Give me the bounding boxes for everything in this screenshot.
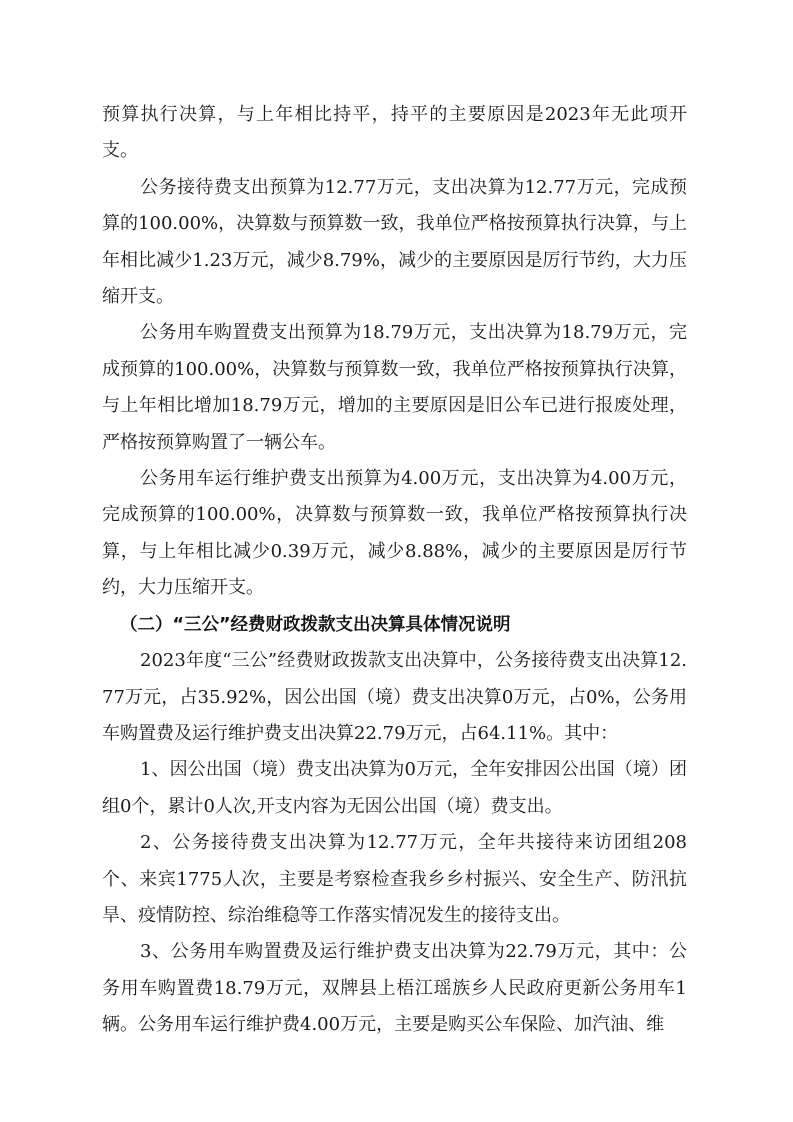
paragraph-reception-detail: 2、公务接待费支出决算为12.77万元，全年共接待来访团组208个、来宾1775人次，主要是考察检查我乡乡村振兴、安全生产、防汛抗旱、疫情防控、综治维稳等工作落实情况发生的接待支出。 — [102, 832, 687, 926]
paragraph-vehicle-purchase: 公务用车购置费支出预算为18.79万元，支出决算为18.79万元，完成预算的100.00%，决算数与预算数一致，我单位严格按预算执行决算，与上年相比增加18.79万元，增加的主要原因是旧公车已进行报废处理，严格按预算购置了一辆公车。 — [102, 322, 687, 453]
paragraph-summary: 2023年度“三公”经费财政拨款支出决算中，公务接待费支出决算12.77万元，占35.92%，因公出国（境）费支出决算0万元，占0%，公务用车购置费及运行维护费支出决算22.79万元，占64.11%。其中： — [102, 650, 687, 744]
paragraph-vehicle-maintenance: 公务用车运行维护费支出预算为4.00万元，支出决算为4.00万元，完成预算的100.00%，决算数与预算数一致，我单位严格按预算执行决算，与上年相比减少0.39万元，减少8.88%，减少的主要原因是厉行节约，大力压缩开支。 — [102, 468, 687, 599]
document-body — [102, 97, 687, 1044]
paragraph-continuation: 预算执行决算，与上年相比持平，持平的主要原因是2023年无此项开支。 — [102, 104, 687, 162]
paragraph-reception-expense: 公务接待费支出预算为12.77万元，支出决算为12.77万元，完成预算的100.00%，决算数与预算数一致，我单位严格按预算执行决算，与上年相比减少1.23万元，减少8.79%，减少的主要原因是厉行节约，大力压缩开支。 — [102, 176, 687, 308]
section-heading: （二）“三公”经费财政拨款支出决算具体情况说明 — [120, 614, 511, 635]
paragraph-overseas-travel: 1、因公出国（境）费支出决算为0万元，全年安排因公出国（境）团组0个，累计0人次,开支内容为无因公出国（境）费支出。 — [102, 759, 687, 817]
paragraph-vehicle-detail: 3、公务用车购置费及运行维护费支出决算为22.79万元，其中：公务用车购置费18.79万元，双牌县上梧江瑶族乡人民政府更新公务用车1辆。公务用车运行维护费4.00万元，主要是购买公车保险、加汽油、维 — [102, 941, 687, 1036]
